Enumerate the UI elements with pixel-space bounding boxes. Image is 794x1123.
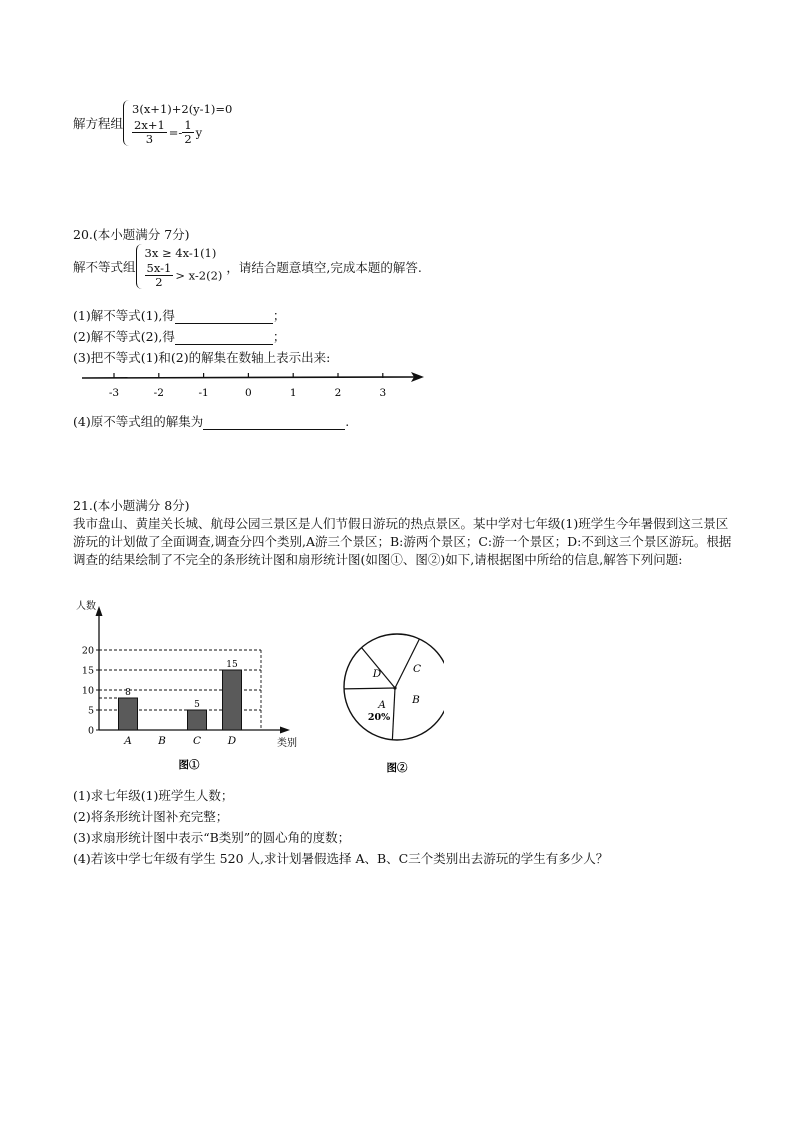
q20-ineq1: 3x ≥ 4x-1(1) <box>144 246 217 260</box>
number-line <box>80 366 440 404</box>
q20-fraction: $\frac{5x-1}{2}$ <box>146 261 172 290</box>
q20-answer-blank-4[interactable] <box>203 415 345 430</box>
q20-inequality-system <box>136 244 223 289</box>
q20-step4: (4)原不等式组的解集为 . <box>73 414 350 429</box>
bar-chart-value-label: 15 <box>226 660 238 670</box>
q20-step3: (3)把不等式(1)和(2)的解集在数轴上表示出来: <box>73 350 331 365</box>
pie-chart-divider <box>344 688 395 689</box>
number-line-label: -3 <box>108 387 120 399</box>
bar-chart <box>74 600 314 776</box>
bar-chart-caption: 图① <box>178 759 200 771</box>
pie-chart-label-c: C <box>412 663 422 675</box>
q21-sub2: (2)将条形统计图补充完整； <box>73 809 229 824</box>
pie-chart-caption: 图② <box>386 762 408 774</box>
q21-text: 我市盘山、黄崖关长城、航母公园三景区是人们节假日游玩的热点景区。某中学对七年级(1)班学生今年暑假到这三景区游玩的计划做了全面调查,调查分四个类别,A游三个景区；B:游两个景区；C:游一个景区；D:不到这三个景区游玩。根据调查的结果绘制了不完全的条形统计图和扇形统计图(如图①、图②)如下,请根据图中所给的信息,解答下列问题: <box>73 516 732 567</box>
pie-chart-label-a: A <box>378 699 386 711</box>
bar-chart-category-label: B <box>158 735 166 747</box>
q20-answer-blank-2[interactable] <box>175 330 273 345</box>
q19-fraction-right: $\frac{1}{2}$ <box>184 118 192 147</box>
number-line-label: 2 <box>334 387 342 399</box>
q20-step1: (1)解不等式(1),得 ； <box>73 308 286 323</box>
q21-sub3: (3)求扇形统计图中表示“B类别”的圆心角的度数； <box>73 830 351 845</box>
pie-chart-percent-label: 20% <box>367 712 391 723</box>
number-line-label: 1 <box>289 387 297 399</box>
q20-prefix: 解不等式组 <box>73 259 136 275</box>
bar-chart-ylabel: 人数 <box>76 601 96 612</box>
bar-chart-y-arrow <box>96 606 103 616</box>
bar-chart-bar-c <box>188 710 207 730</box>
q20-step2: (2)解不等式(2),得 ； <box>73 329 286 344</box>
q20-suffix: ，请结合题意填空,完成本题的解答. <box>226 259 422 275</box>
q19-prefix: 解方程组 <box>73 116 124 132</box>
q20-brace <box>136 244 143 289</box>
bar-chart-bar-d <box>223 670 242 730</box>
q20-answer-blank-1[interactable] <box>175 309 273 324</box>
number-line-axis <box>82 377 416 378</box>
q20-ineq2: $\frac{5x-1}{2}$ > x-2(2) <box>146 261 223 290</box>
number-line-label: -1 <box>198 387 209 399</box>
bar-chart-ytick-label: 20 <box>81 645 94 657</box>
bar-chart-category-label: D <box>227 735 237 747</box>
bar-chart-category-label: C <box>192 735 202 747</box>
number-line-label: 0 <box>245 387 252 399</box>
bar-chart-ytick-label: 0 <box>87 725 94 737</box>
pie-chart-center <box>393 686 396 689</box>
q19-brace <box>123 100 130 146</box>
bar-chart-y-ticks <box>82 646 99 737</box>
pie-chart <box>340 626 444 776</box>
bar-chart-ytick-label: 5 <box>87 705 94 717</box>
q19-eq2: $\frac{2x+1}{3}$ =- $\frac{1}{2}$ y <box>134 118 203 147</box>
number-line-label: 3 <box>379 387 387 399</box>
bar-chart-value-label: 8 <box>125 688 131 698</box>
q20-system-line <box>73 244 422 289</box>
q21-header: 21.(本小题满分 8分) <box>73 498 190 513</box>
bar-chart-xlabel: 类别 <box>277 738 297 749</box>
q21-sub1: (1)求七年级(1)班学生人数； <box>73 788 234 803</box>
pie-chart-label-b: B <box>412 694 420 706</box>
number-line-label: -2 <box>153 387 164 399</box>
bar-chart-category-label: A <box>124 735 132 747</box>
q21-sub4: (4)若该中学七年级有学生 520 人,求计划暑假选择 A、B、C三个类别出去游玩的学生有多少人？ <box>73 851 609 866</box>
q20-header: 20.(本小题满分 7分) <box>73 227 190 242</box>
bar-chart-bar-a <box>119 698 138 730</box>
bar-chart-bars <box>119 660 242 747</box>
bar-chart-ytick-label: 10 <box>81 685 94 697</box>
bar-chart-x-arrow <box>280 727 290 734</box>
q19-block <box>73 100 232 146</box>
pie-chart-divider <box>392 688 395 740</box>
q19-equation-system <box>123 100 232 146</box>
pie-chart-label-d: D <box>372 668 382 680</box>
q19-fraction-left: $\frac{2x+1}{3}$ <box>134 118 165 147</box>
bar-chart-value-label: 5 <box>194 700 200 710</box>
bar-chart-ytick-label: 15 <box>81 665 94 677</box>
q19-eq1: 3(x+1)+2(y-1)=0 <box>132 102 233 116</box>
